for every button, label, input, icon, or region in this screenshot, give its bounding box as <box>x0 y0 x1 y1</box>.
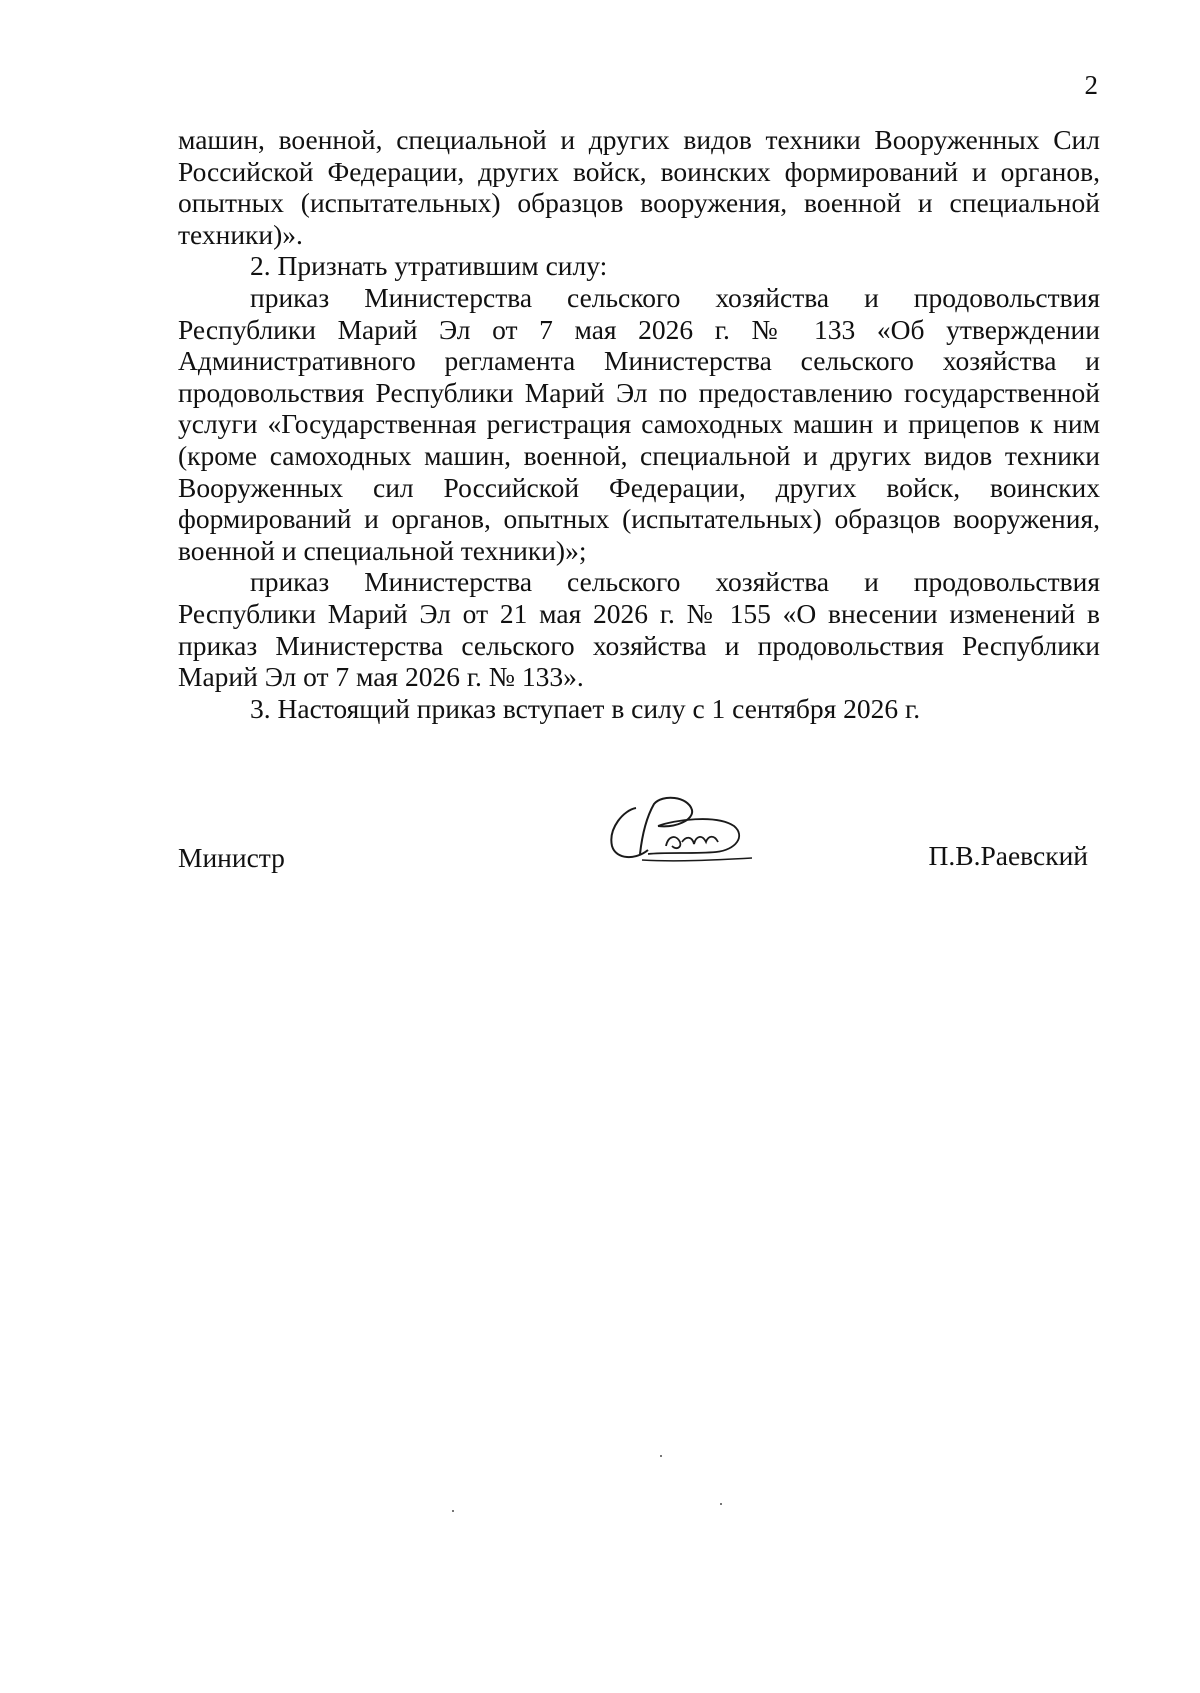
paragraph-item-3: 3. Настоящий приказ вступает в силу с 1 сентября 2026 г. <box>250 692 921 724</box>
handwritten-signature <box>596 790 756 870</box>
paragraph-item-2: 2. Признать утратившим силу: <box>250 250 608 282</box>
paragraph-repealed-order-155: приказ Министерства сельского хозяйства и продовольствия Республики Марий Эл от 21 мая 2026 г. № 155 «О внесении изменений в приказ Министерства сельского хозяйства и продовольствия Республики Марий Эл от 7 мая 2026 г. № 133». <box>178 566 1100 693</box>
document-body <box>178 124 1100 724</box>
paragraph-continuation: машин, военной, специальной и других видов техники Вооруженных Сил Российской Федерации, других войск, воинских формирований и органов, опытных (испытательных) образцов вооружения, военной и специальной техники)». <box>178 124 1100 250</box>
scan-speck <box>660 1455 662 1457</box>
scan-speck <box>452 1510 454 1512</box>
signer-position: Министр <box>178 842 285 873</box>
paragraph-repealed-order-133: приказ Министерства сельского хозяйства и продовольствия Республики Марий Эл от 7 мая 2026 г. № 133 «Об утверждении Административного регламента Министерства сельского хозяйства и продовольствия Республики Марий Эл по предоставлению государственной услуги «Государственная регистрация самоходных машин и прицепов к ним (кроме самоходных машин, военной, специальной и других видов техники Вооруженных сил Российской Федерации, других войск, воинских формирований и органов, опытных (испытательных) образцов вооружения, военной и специальной техники)»; <box>178 281 1100 566</box>
signature-block <box>178 790 1100 900</box>
signer-name: П.В.Раевский <box>928 840 1088 871</box>
scan-speck <box>720 1503 722 1505</box>
page-number: 2 <box>1084 70 1098 100</box>
